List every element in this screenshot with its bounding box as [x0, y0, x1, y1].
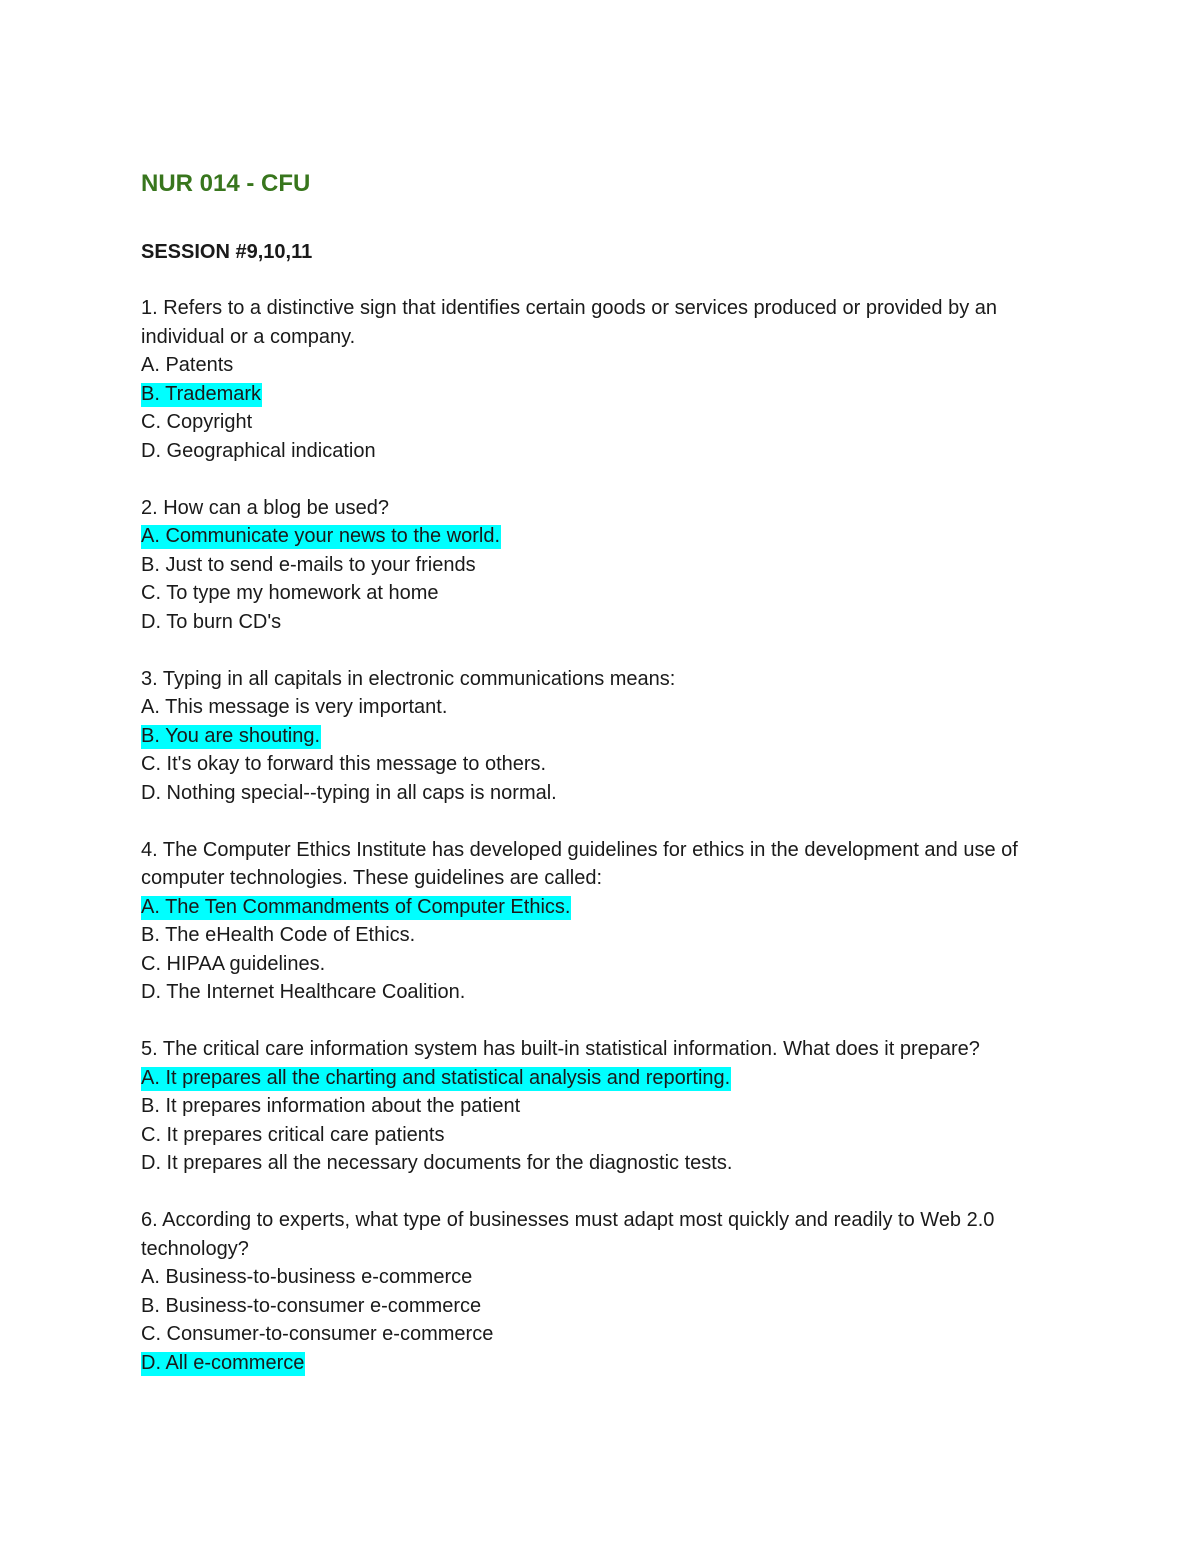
question-2: [141, 494, 1061, 637]
option-c: [141, 579, 1061, 608]
question-stem: 6. According to experts, what type of businesses must adapt most quickly and readily to Web 2.0 technology?: [141, 1209, 995, 1260]
option-b: [141, 551, 1061, 580]
option-d: [141, 437, 1061, 466]
question-4: [141, 836, 1061, 1008]
option-a: [141, 1263, 1061, 1292]
option-d: [141, 1149, 1061, 1178]
option-text: A. The Ten Commandments of Computer Ethics.: [141, 895, 571, 918]
question-list: [141, 294, 1061, 1378]
option-text: C. It's okay to forward this message to others.: [141, 753, 547, 776]
option-d: [141, 608, 1061, 637]
question-3: [141, 665, 1061, 808]
option-c: [141, 750, 1061, 779]
option-b: [141, 1092, 1061, 1121]
document-title: NUR 014 - CFU: [141, 170, 311, 197]
option-b: [141, 380, 1061, 409]
option-text: C. Copyright: [141, 411, 253, 434]
option-text: D. It prepares all the necessary documents for the diagnostic tests.: [141, 1152, 733, 1175]
option-b: [141, 722, 1061, 751]
question-stem: 4. The Computer Ethics Institute has developed guidelines for ethics in the development and use of computer technologies. These guidelines are called:: [141, 838, 1018, 890]
option-text: B. Business-to-consumer e-commerce: [141, 1294, 482, 1317]
option-text: B. The eHealth Code of Ethics.: [141, 924, 416, 947]
option-text: B. It prepares information about the patient: [141, 1095, 521, 1118]
option-a: [141, 893, 1061, 922]
question-stem: 1. Refers to a distinctive sign that identifies certain goods or services produced or provided by an individual or a company.: [141, 297, 998, 348]
option-text: A. Business-to-business e-commerce: [141, 1266, 473, 1289]
option-text: B. You are shouting.: [141, 724, 321, 747]
option-text: D. All e-commerce: [141, 1352, 305, 1374]
option-c: [141, 1320, 1061, 1349]
option-d: [141, 1349, 1061, 1378]
document-page: [141, 168, 1061, 1406]
option-c: [141, 408, 1061, 437]
option-text: A. Communicate your news to the world.: [141, 525, 501, 548]
option-b: [141, 1292, 1061, 1321]
option-text: D. Geographical indication: [141, 439, 376, 462]
question-1: [141, 294, 1061, 466]
option-text: C. It prepares critical care patients: [141, 1123, 445, 1146]
question-stem: 5. The critical care information system has built-in statistical information. What does it prepare?: [141, 1038, 980, 1061]
option-text: B. Just to send e-mails to your friends: [141, 553, 476, 576]
option-text: A. This message is very important.: [141, 696, 448, 719]
option-text: C. Consumer-to-consumer e-commerce: [141, 1323, 494, 1346]
session-heading: SESSION #9,10,11: [141, 241, 313, 263]
question-stem: 2. How can a blog be used?: [141, 496, 389, 519]
question-6: [141, 1206, 1061, 1378]
option-text: C. To type my homework at home: [141, 582, 439, 605]
question-5: [141, 1035, 1061, 1178]
option-text: D. Nothing special--typing in all caps is normal.: [141, 781, 557, 804]
question-stem: 3. Typing in all capitals in electronic communications means:: [141, 667, 676, 690]
option-text: A. It prepares all the charting and statistical analysis and reporting.: [141, 1066, 731, 1089]
option-d: [141, 779, 1061, 808]
option-a: [141, 351, 1061, 380]
option-d: [141, 978, 1061, 1007]
option-text: C. HIPAA guidelines.: [141, 952, 326, 975]
option-text: A. Patents: [141, 354, 234, 377]
option-a: [141, 522, 1061, 551]
option-text: B. Trademark: [141, 382, 262, 405]
option-text: D. The Internet Healthcare Coalition.: [141, 981, 466, 1004]
option-c: [141, 1121, 1061, 1150]
option-b: [141, 921, 1061, 950]
option-c: [141, 950, 1061, 979]
option-text: D. To burn CD's: [141, 610, 282, 633]
option-a: [141, 693, 1061, 722]
option-a: [141, 1064, 1061, 1093]
